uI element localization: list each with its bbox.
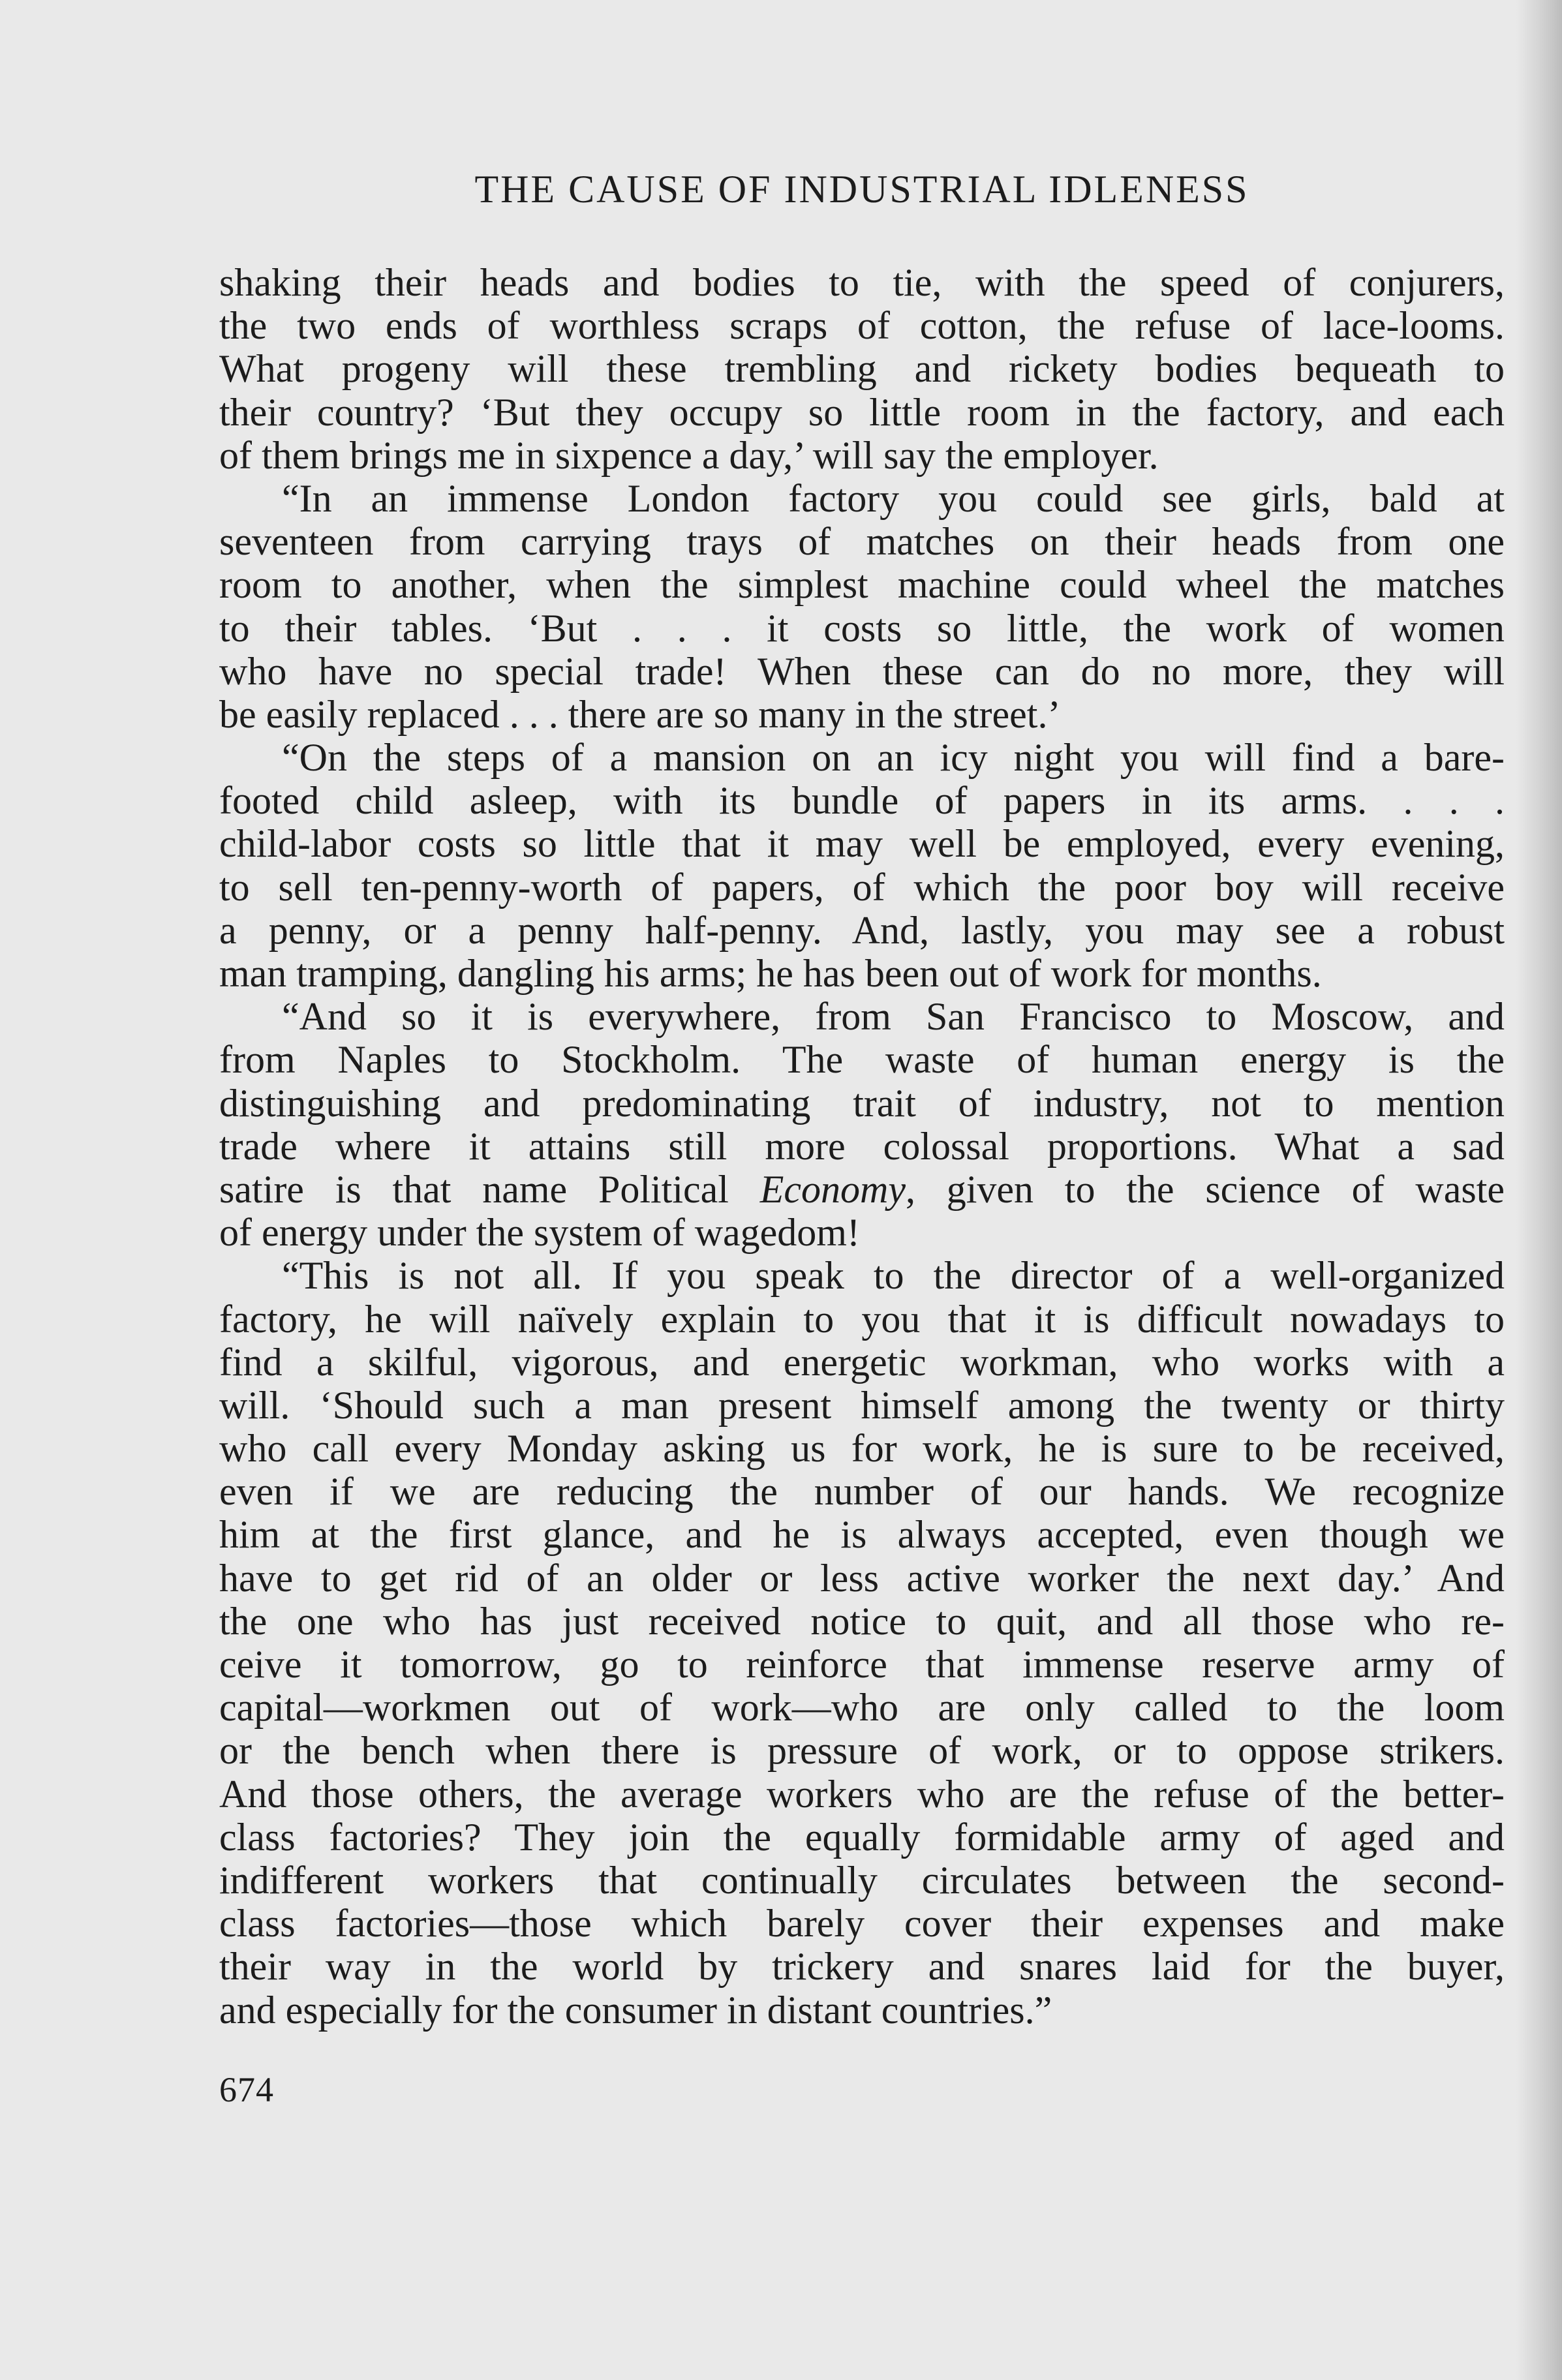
text-line: And those others, the average workers who are the refuse of the better-: [219, 1772, 1505, 1816]
page-gutter-shadow: [1516, 0, 1562, 2380]
text-line: “On the steps of a mansion on an icy night you will find a bare-: [282, 736, 1505, 780]
text-line: have to get rid of an older or less active worker the next day.’ And: [219, 1556, 1505, 1600]
text-line: and especially for the consumer in distant countries.”: [219, 1988, 1052, 2032]
text-line: him at the first glance, and he is always accepted, even though we: [219, 1513, 1505, 1557]
text-line: the one who has just received notice to quit, and all those who re-: [219, 1599, 1505, 1643]
text-line: satire is that name Political Economy, given to the science of waste: [219, 1167, 1505, 1211]
text-line: distinguishing and predominating trait of industry, not to mention: [219, 1081, 1505, 1125]
text-line: “This is not all. If you speak to the director of a well-organized: [282, 1254, 1505, 1298]
text-line: child-labor costs so little that it may well be employed, every evening,: [219, 822, 1505, 866]
text-line: who call every Monday asking us for work, he is sure to be received,: [219, 1427, 1505, 1471]
text-line: of them brings me in sixpence a day,’ will say the employer.: [219, 433, 1159, 477]
text-line: the two ends of worthless scraps of cotton, the refuse of lace-looms.: [219, 304, 1505, 348]
text-line: class factories? They join the equally formidable army of aged and: [219, 1815, 1505, 1859]
text-line: or the bench when there is pressure of work, or to oppose strikers.: [219, 1729, 1505, 1773]
text-line: to their tables. ‘But . . . it costs so little, the work of women: [219, 606, 1505, 650]
text-line: What progeny will these trembling and rickety bodies bequeath to: [219, 347, 1505, 391]
text-line: of energy under the system of wagedom!: [219, 1211, 860, 1255]
text-line: man tramping, dangling his arms; he has been out of work for months.: [219, 952, 1322, 995]
text-line: to sell ten-penny-worth of papers, of which the poor boy will receive: [219, 865, 1505, 909]
text-line: find a skilful, vigorous, and energetic workman, who works with a: [219, 1340, 1505, 1384]
text-line: ceive it tomorrow, go to reinforce that immense reserve army of: [219, 1643, 1505, 1686]
text-line: seventeen from carrying trays of matches on their heads from one: [219, 520, 1505, 564]
text-line: will. ‘Should such a man present himself among the twenty or thirty: [219, 1383, 1505, 1427]
text-line: “In an immense London factory you could see girls, bald at: [282, 476, 1505, 520]
text-line: even if we are reducing the number of our hands. We recognize: [219, 1470, 1505, 1514]
text-line: from Naples to Stockholm. The waste of human energy is the: [219, 1038, 1505, 1082]
text-line: class factories—those which barely cover their expenses and make: [219, 1902, 1505, 1945]
text-line: their way in the world by trickery and snares laid for the buyer,: [219, 1945, 1505, 1989]
body-text: [219, 261, 1505, 2032]
text-line: shaking their heads and bodies to tie, with the speed of conjurers,: [219, 261, 1505, 304]
text-line: be easily replaced . . . there are so many in the street.’: [219, 692, 1061, 736]
text-line: a penny, or a penny half-penny. And, lastly, you may see a robust: [219, 908, 1505, 952]
text-line: trade where it attains still more colossal proportions. What a sad: [219, 1124, 1505, 1168]
running-head: THE CAUSE OF INDUSTRIAL IDLENESS: [474, 168, 1249, 211]
text-line: capital—workmen out of work—who are only called to the loom: [219, 1686, 1505, 1730]
text-line: footed child asleep, with its bundle of papers in its arms. . . .: [219, 779, 1505, 823]
text-line: their country? ‘But they occupy so little room in the factory, and each: [219, 390, 1505, 434]
text-line: indifferent workers that continually circulates between the second-: [219, 1858, 1505, 1902]
text-line: “And so it is everywhere, from San Francisco to Moscow, and: [282, 995, 1505, 1039]
text-line: factory, he will naïvely explain to you that it is difficult nowadays to: [219, 1297, 1505, 1341]
text-line: who have no special trade! When these can do no more, they will: [219, 649, 1505, 693]
page-number: 674: [219, 2070, 274, 2109]
text-line: room to another, when the simplest machine could wheel the matches: [219, 563, 1505, 607]
